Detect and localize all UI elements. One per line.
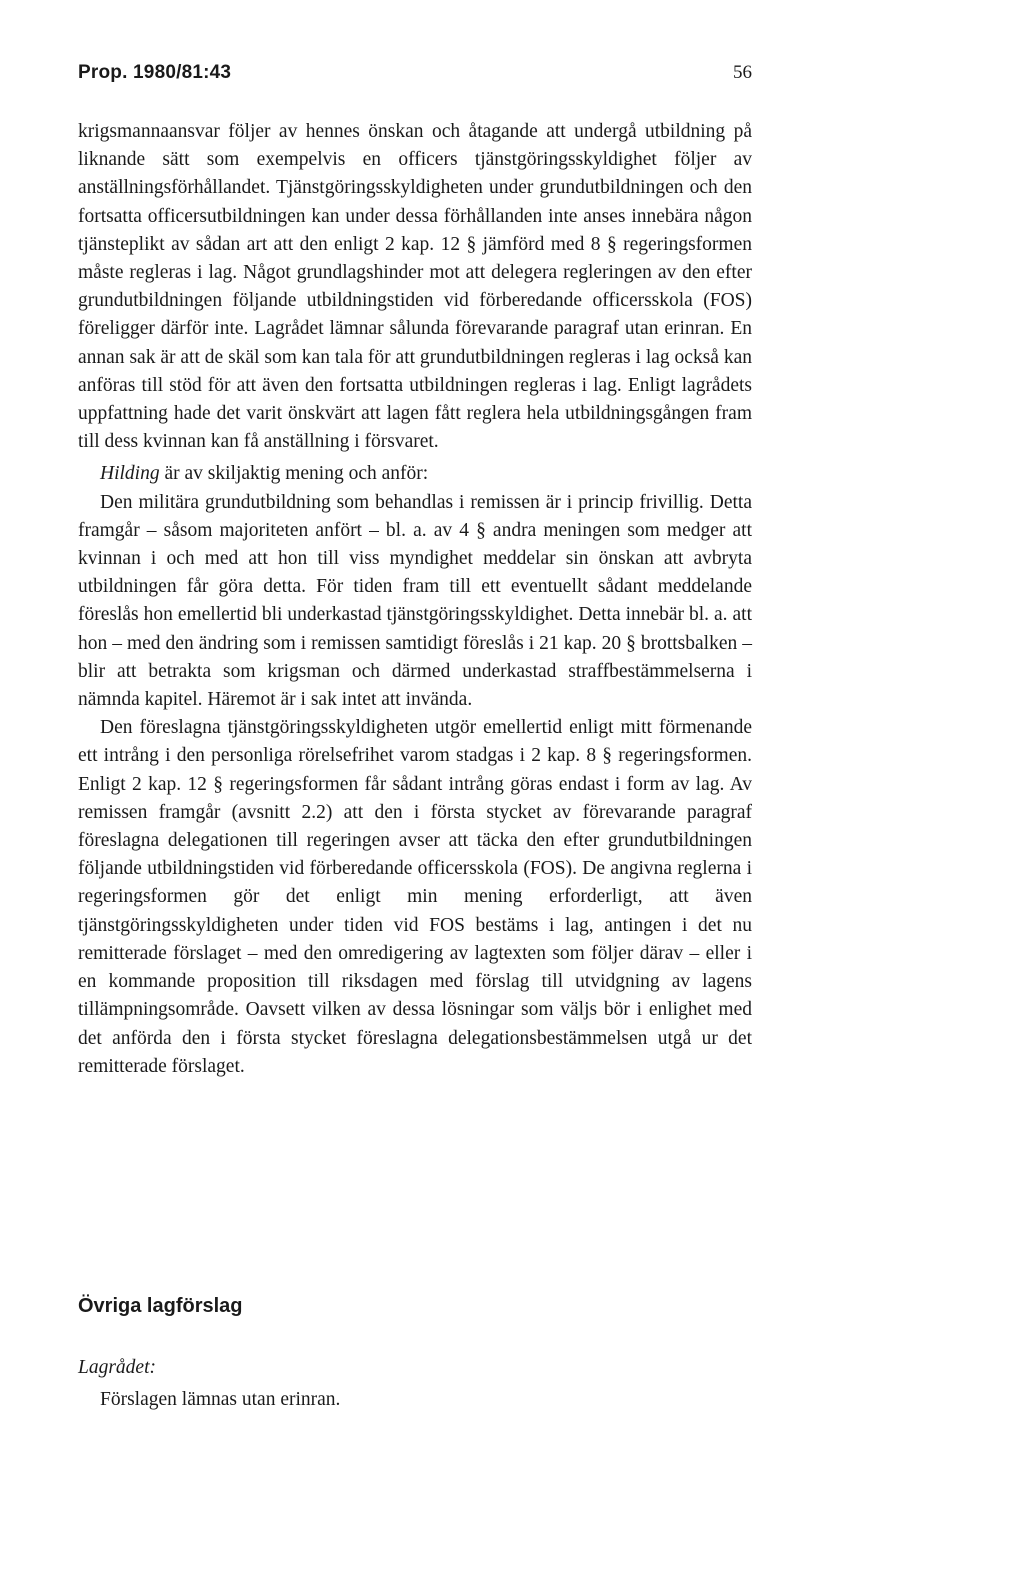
paragraph-continuation: krigsmannaansvar följer av hennes önskan och åtagande att undergå utbildning på liknande sätt som exempelvis en officers tjänstgöringsskyldighet följer av anställningsförhållandet. Tjänstgöringsskyldigheten under grundutbildningen och den fortsatta officersutbildningen kan under dessa förhållanden inte anses innebära någon tjänsteplikt av sådan art att den enligt 2 kap. 12 § jämförd med 8 § regeringsformen måste regleras i lag. Något grundlagshinder mot att delegera regleringen av den efter grundutbildningen följande utbildningstiden vid förberedande officersskola (FOS) föreligger därför inte. Lagrådet lämnar sålunda förevarande paragraf utan erinran. En annan sak är att de skäl som kan tala för att grundutbildningen regleras i lag också kan anföras till stöd för att även den fortsatta utbildningen regleras i lag. Enligt lagrådets uppfattning hade det varit önskvärt att lagen fått reglera hela utbildningsgången fram till dess kvinnan kan få anställning i försvaret.	[78, 121, 752, 453]
dissent-paragraph-2: Den föreslagna tjänstgöringsskyldigheten utgör emellertid enligt mitt förmenande ett intrång i den personliga rörelsefrihet varom stadgas i 2 kap. 8 § regeringsformen. Enligt 2 kap. 12 § regeringsformen får sådant intrång göras endast i form av lag. Av remissen framgår (avsnitt 2.2) att den i första stycket av förevarande paragraf föreslagna delegationen till regeringen avser att täcka den efter grundutbildningen följande utbildningstiden vid förberedande officersskola (FOS). De angivna reglerna i regeringsformen gör det enligt min mening erforderligt, att även tjänstgöringsskyldigheten under tiden vid FOS bestäms i lag, antingen i det nu remitterade förslaget – med den omredigering av lagtexten som följer därav – eller i en kommande proposition till riksdagen med förslag till utvidgning av lagens tillämpningsområde. Oavsett vilken av dessa lösningar som väljs bör i enlighet med det anförda den i första stycket föreslagna delegationsbestämmelsen utgå ur det remitterade förslaget.	[78, 717, 752, 1077]
lagradet-label: Lagrådet:	[78, 1357, 156, 1378]
document-reference: Prop. 1980/81:43	[78, 62, 232, 83]
dissent-paragraph-1: Den militära grundutbildning som behandlas i remissen är i princip frivillig. Detta framgår – såsom majoriteten anfört – bl. a. av 4 § andra meningen som medger att kvinnan i och med att hon till viss myndighet meddelar sin önskan att avbryta utbildningen får göra detta. För tiden fram till ett eventuellt sådant meddelande föreslås hon emellertid bli underkastad tjänstgöringsskyldighet. Detta innebär bl. a. att hon – med den ändring som i remissen samtidigt föreslås i 21 kap. 20 § brottsbalken – blir att betrakta som krigsman och därmed underkastad straffbestämmelserna i nämnda kapitel. Häremot är i sak intet att invända.	[78, 491, 752, 711]
page-header	[78, 62, 752, 84]
dissent-intro-text: är av skiljaktig mening och anför:	[159, 463, 429, 485]
body-text	[78, 118, 752, 1081]
speaker-name: Hilding	[100, 463, 160, 485]
dissent-intro	[78, 460, 752, 488]
section-heading: Övriga lagförslag	[78, 1295, 243, 1317]
final-statement: Förslagen lämnas utan erinran.	[100, 1389, 341, 1410]
page-number: 56	[733, 62, 752, 83]
